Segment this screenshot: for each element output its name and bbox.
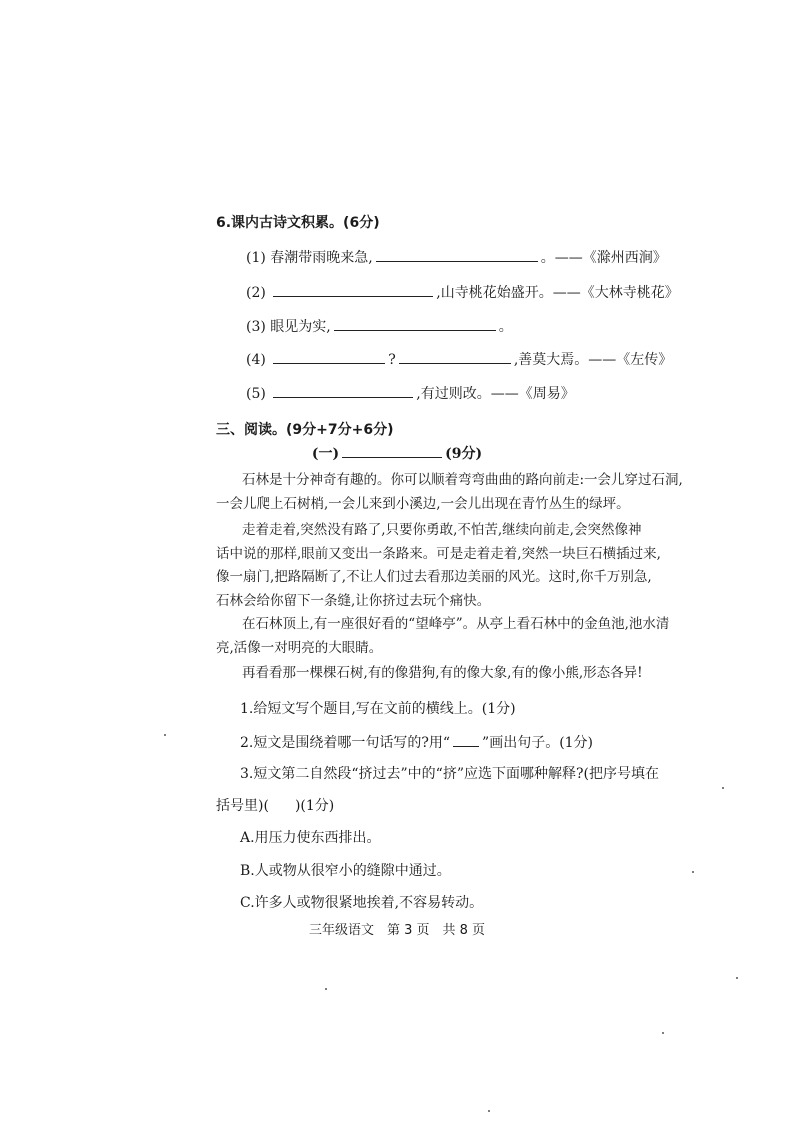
passage-score: (9分) [445,446,483,462]
passage-line: 亮,活像一对明亮的大眼睛。 [216,640,383,656]
scan-speck [488,1110,490,1112]
fill-blank[interactable] [334,317,496,331]
passage-line: 话中说的那样,眼前又变出一条路来。可是走着走着,突然一块巨石横插过来, [216,546,661,562]
question-text: 括号里)( [216,798,269,814]
question-3: 3.短文第二自然段“挤过去”中的“挤”应选下面哪种解释?(把序号填在 [240,766,659,782]
scan-speck [325,988,327,990]
option-a: A.用压力使东西排出。 [240,830,381,846]
title-blank[interactable] [342,444,442,458]
scan-speck [164,734,166,736]
question-1: 1.给短文写个题目,写在文前的横线上。(1分) [240,701,516,717]
page-footer: 三年级语文 第 3 页 共 8 页 [308,923,486,938]
fill-blank[interactable] [273,384,413,398]
passage-line: 再看看那一棵棵石树,有的像猎狗,有的像大象,有的像小熊,形态各异! [242,665,643,681]
scan-speck [662,1032,664,1034]
poem-item-2 [246,283,679,302]
item-source: 。——《滁州西涧》 [540,250,667,266]
fill-blank[interactable] [273,283,433,297]
item-text: 眼见为实, [270,319,331,335]
item-source: ,有过则改。——《周易》 [416,386,575,402]
poem-item-5 [246,384,575,403]
scan-speck [736,977,738,979]
item-punct: 。 [498,319,513,335]
question-text: 2.短文是围绕着哪一句话写的?用“ [240,735,451,751]
scan-speck [722,787,724,789]
passage-line: 走着走着,突然没有路了,只要你勇敢,不怕苦,继续向前走,会突然像神 [242,522,642,538]
question-2 [240,733,593,752]
passage-line: 在石林顶上,有一座很好看的“望峰亭”。从亭上看石林中的金鱼池,池水清 [242,616,670,632]
item-number: (2) [246,285,266,301]
scan-speck [692,871,694,873]
passage-line: 石林是十分神奇有趣的。你可以顺着弯弯曲曲的路向前走:一会儿穿过石洞, [242,472,683,488]
passage-line: 一会儿爬上石树梢,一会儿来到小溪边,一会儿出现在青竹丛生的绿坪。 [216,496,630,512]
section6-heading: 6.课内古诗文积累。(6分) [216,215,380,231]
item-number: (5) [246,386,266,402]
passage-line: 像一扇门,把路隔断了,不让人们过去看那边美丽的风光。这时,你千万别急, [216,569,652,585]
option-b: B.人或物从很窄小的缝隙中通过。 [240,863,451,879]
passage-number: (一) [311,446,340,462]
passage-title-row [0,444,794,463]
question-text: )(1分) [294,798,335,814]
item-number: (3) [246,319,266,335]
underline-mark [453,733,479,747]
poem-item-4 [246,350,672,369]
option-c: C.许多人或物很紧地挨着,不容易转动。 [240,895,484,911]
fill-blank[interactable] [273,350,385,364]
item-number: (1) [246,250,266,266]
item-number: (4) [246,352,266,368]
item-punct: ? [388,352,396,368]
fill-blank[interactable] [399,350,511,364]
item-source: ,山寺桃花始盛开。——《大林寺桃花》 [436,285,679,301]
item-source: ,善莫大焉。——《左传》 [513,352,673,368]
section3-heading: 三、阅读。(9分+7分+6分) [216,422,394,438]
fill-blank[interactable] [376,248,538,262]
question-text: ”画出句子。(1分) [482,735,594,751]
question-3-cont [216,797,334,815]
passage-line: 石林会给你留下一条缝,让你挤过去玩个痛快。 [216,593,491,609]
item-text: 春潮带雨晚来急, [270,250,373,266]
poem-item-3 [246,317,513,336]
poem-item-1 [246,248,667,267]
